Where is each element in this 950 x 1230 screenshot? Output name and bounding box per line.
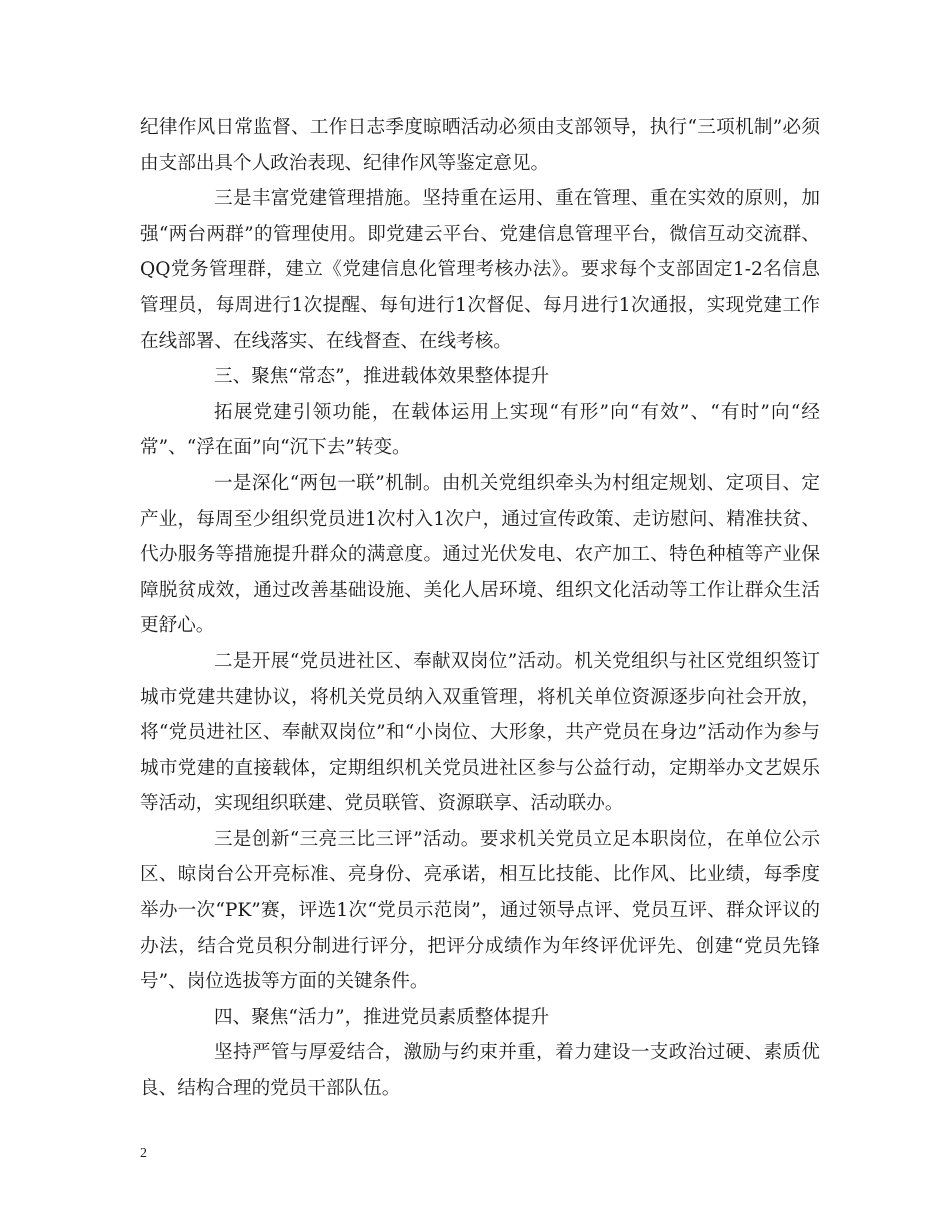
page-number: 2 bbox=[140, 1146, 147, 1161]
paragraph-party-management-measures: 三是丰富党建管理措施。坚持重在运用、重在管理、重在实效的原则，加强“两台两群”的管理使用。即党建云平台、党建信息管理平台，微信互动交流群、QQ党务管理群，建立《党建信息化管理考核办法》。要求每个支部固定1-2名信息管理员，每周进行1次提醒、每旬进行1次督促、每月进行1次通报，实现党建工作在线部署、在线落实、在线督查、在线考核。 bbox=[140, 188, 820, 352]
paragraph-three-bright-activity: 三是创新“三亮三比三评”活动。要求机关党员立足本职岗位，在单位公示区、晾岗台公开亮标准、亮身份、亮承诺，相互比技能、比作风、比业绩，每季度举办一次“PK”赛，评选1次“党员示范岗”，通过领导点评、党员互评、群众评议的办法，结合党员积分制进行评分，把评分成绩作为年终评优评先、创建“党员先锋号”、岗位选拔等方面的关键条件。 bbox=[140, 828, 820, 993]
paragraph-continuation: 纪律作风日常监督、工作日志季度晾晒活动必须由支部领导，执行“三项机制”必须由支部出具个人政治表现、纪律作风等鉴定意见。 bbox=[140, 117, 820, 174]
paragraph-two-packages-one-link: 一是深化“两包一联”机制。由机关党组织牵头为村组定规划、定项目、定产业，每周至少组织党员进1次村入1次户，通过宣传政策、走访慰问、精准扶贫、代办服务等措施提升群众的满意度。通过光伏发电、农产加工、特色种植等产业保障脱贫成效，通过改善基础设施、美化人居环境、组织文化活动等工作让群众生活更舒心。 bbox=[140, 472, 820, 637]
section-heading-vitality: 四、聚焦“活力”，推进党员素质整体提升 bbox=[214, 1006, 550, 1028]
paragraph-strict-management: 坚持严管与厚爱结合，激励与约束并重，着力建设一支政治过硬、素质优良、结构合理的党员干部队伍。 bbox=[140, 1042, 820, 1100]
section-heading-normalcy: 三、聚焦“常态”，推进载体效果整体提升 bbox=[214, 366, 550, 388]
document-body bbox=[140, 110, 820, 1107]
paragraph-leadership-function: 拓展党建引领功能，在载体运用上实现“有形”向“有效”、“有时”向“经常”、“浮在面”向“沉下去”转变。 bbox=[140, 401, 820, 459]
paragraph-community-activity: 二是开展“党员进社区、奉献双岗位”活动。机关党组织与社区党组织签订城市党建共建协议，将机关党员纳入双重管理，将机关单位资源逐步向社会开放，将“党员进社区、奉献双岗位”和“小岗位、大形象，共产党员在身边”活动作为参与城市党建的直接载体，定期组织机关党员进社区参与公益行动，定期举办文艺娱乐等活动，实现组织联建、党员联管、资源联享、活动联办。 bbox=[140, 650, 820, 815]
